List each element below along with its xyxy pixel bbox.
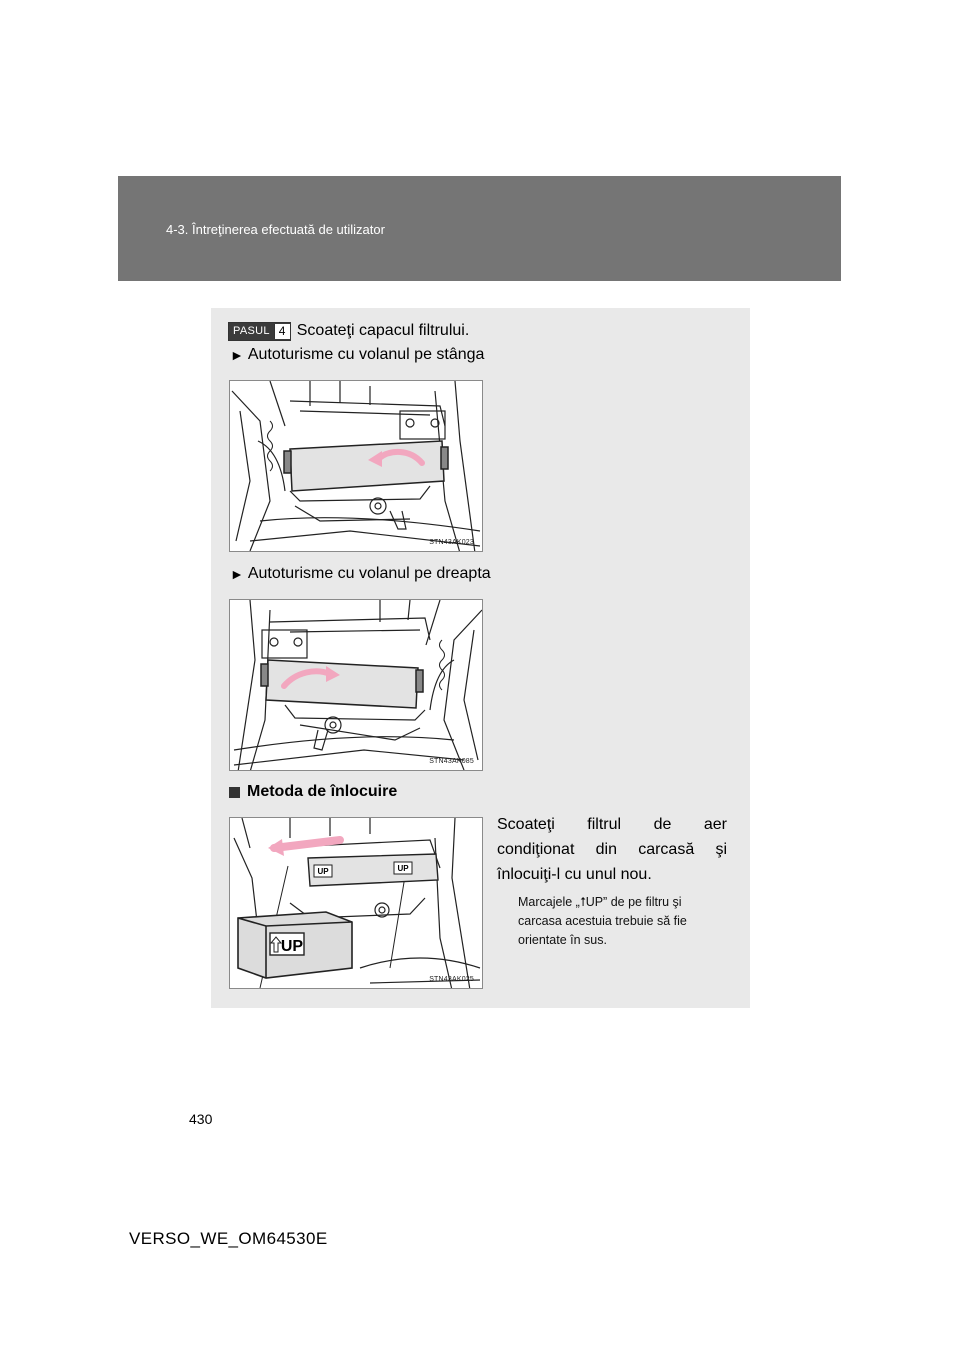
variant-left-hand-label: Autoturisme cu volanul pe stânga [247, 346, 485, 363]
replacement-note: Marcajele „⭡UP” de pe filtru şi carcasa acestuia trebuie să fie orientate în sus. [518, 895, 687, 947]
document-code: VERSO_WE_OM64530E [129, 1229, 328, 1248]
variant-right-hand-label: Autoturisme cu volanul pe dreapta [247, 565, 491, 582]
variant-left-hand [230, 346, 484, 364]
triangle-marker-icon: ► [230, 566, 244, 582]
replacement-line-3: înlocuiţi-l cu unul nou. [497, 866, 652, 883]
figure-lhd-filter-cover [229, 380, 483, 552]
step-badge [228, 322, 291, 341]
header-band [118, 176, 841, 281]
figure-code-replacement: STN43AK025 [429, 976, 474, 983]
figure-filter-replacement [229, 817, 483, 989]
replacement-heading [229, 783, 397, 801]
up-mark-small-1: UP [317, 867, 329, 876]
replacement-line-2: condiţionat din carcasă şi [497, 841, 727, 858]
replacement-illustration [230, 818, 483, 989]
step-number: 4 [274, 324, 290, 339]
page-number: 430 [189, 1111, 213, 1127]
square-bullet-icon [229, 787, 240, 798]
step-badge-label: PASUL [233, 325, 270, 337]
replacement-line-1: Scoateţi filtrul de aer [497, 816, 727, 833]
variant-right-hand [230, 565, 491, 583]
rhd-illustration [230, 600, 483, 771]
step-instruction: Scoateţi capacul filtrului. [296, 322, 470, 339]
triangle-marker-icon: ► [230, 347, 244, 363]
section-title: 4-3. Întreţinerea efectuată de utilizator [166, 222, 385, 237]
figure-rhd-filter-cover [229, 599, 483, 771]
up-mark-small-2: UP [397, 864, 409, 873]
up-mark-large: UP [280, 938, 304, 955]
figure-code-rhd: STN43AK085 [429, 758, 474, 765]
replacement-heading-label: Metoda de înlocuire [247, 783, 398, 800]
figure-code-lhd: STN43AK023 [429, 539, 474, 546]
step-row [228, 320, 469, 342]
replacement-instruction [497, 812, 727, 887]
lhd-illustration [230, 381, 483, 552]
